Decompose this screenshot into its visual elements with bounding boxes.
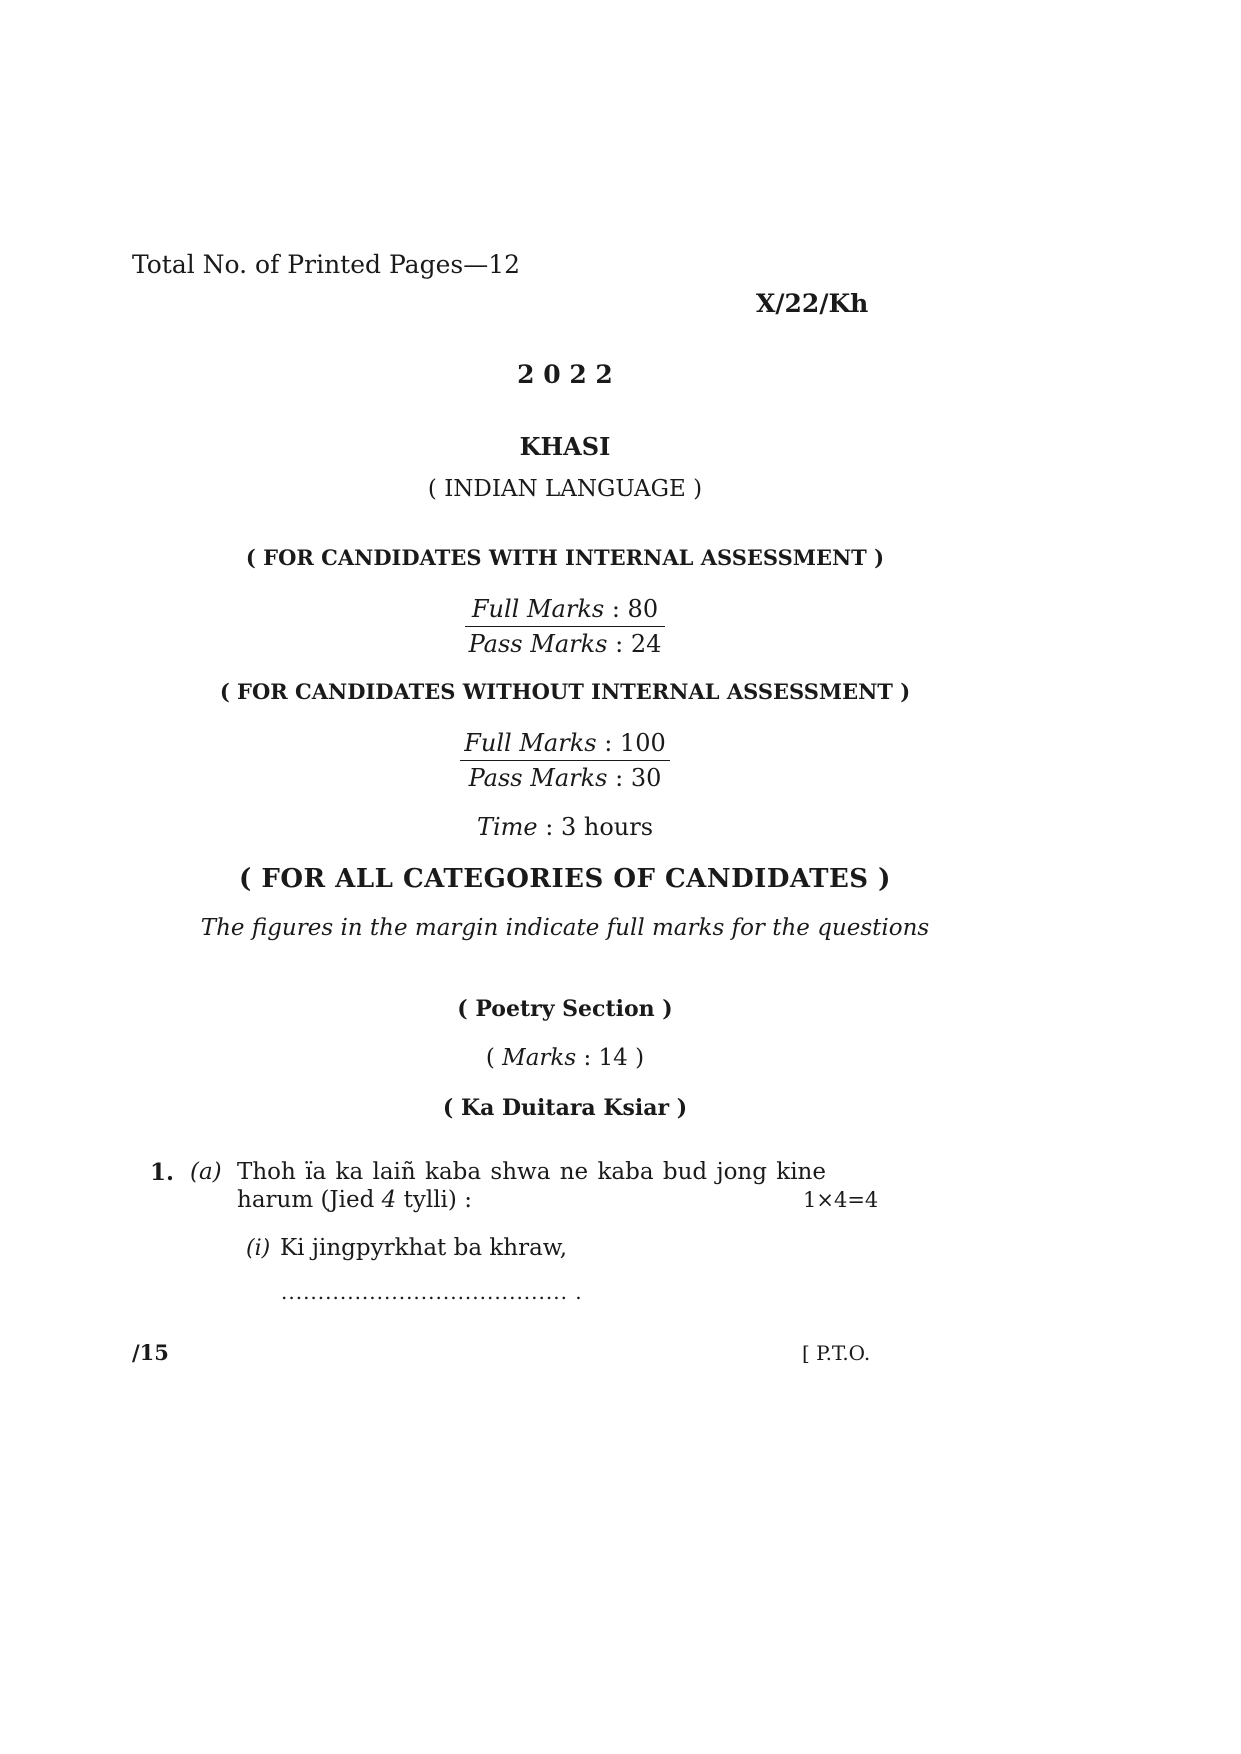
section-marks-label: Marks: [502, 1045, 577, 1071]
pass-marks-row: [460, 761, 669, 795]
exam-subject: KHASI: [519, 432, 611, 461]
pass-marks-label: Pass Marks: [468, 630, 608, 658]
question-marks: 1×4=4: [803, 1188, 879, 1212]
without-ia-marks: [0, 726, 1130, 795]
question-part: (a): [190, 1159, 222, 1185]
with-ia-marks: [0, 592, 1130, 661]
with-ia-heading: ( FOR CANDIDATES WITH INTERNAL ASSESSMENT ): [245, 545, 885, 570]
sub-question-text: Ki jingpyrkhat ba khraw,: [280, 1235, 568, 1261]
time-value: : 3 hours: [545, 813, 654, 841]
full-marks-label: Full Marks: [464, 729, 597, 757]
exam-year: 2 0 2 2: [517, 360, 613, 389]
exam-subtitle: ( INDIAN LANGUAGE ): [427, 476, 703, 502]
total-pages: Total No. of Printed Pages—12: [132, 250, 521, 279]
paper-code: X/22/Kh: [756, 289, 869, 318]
question-line-2-num: 4: [381, 1187, 397, 1213]
all-categories-heading: ( FOR ALL CATEGORIES OF CANDIDATES ): [239, 864, 891, 894]
full-marks-value: : 80: [611, 595, 659, 623]
section-marks-value: : 14 ): [583, 1045, 645, 1071]
section-marks-open: (: [485, 1045, 495, 1071]
without-ia-heading: ( FOR CANDIDATES WITHOUT INTERNAL ASSESSMENT ): [219, 679, 911, 704]
instruction-text: The figures in the margin indicate full marks for the questions: [200, 915, 930, 941]
question-line-2-b: tylli) :: [396, 1187, 472, 1213]
section-marks: [0, 1045, 1130, 1071]
time-row: [0, 813, 1130, 841]
full-marks-label: Full Marks: [471, 595, 605, 623]
pass-marks-label: Pass Marks: [468, 764, 608, 792]
section-subtitle: ( Ka Duitara Ksiar ): [442, 1095, 688, 1121]
answer-blank: ....................................... .: [281, 1280, 583, 1304]
question-line-2-a: harum (Jied: [237, 1187, 382, 1213]
question-line-1: Thoh ïa ka laiñ kaba shwa ne kaba bud jong kine: [237, 1159, 826, 1185]
section-title: ( Poetry Section ): [457, 996, 673, 1022]
full-marks-value: : 100: [604, 729, 666, 757]
footer-pto: [ P.T.O.: [802, 1341, 871, 1365]
sub-question-label: (i): [246, 1236, 271, 1261]
pass-marks-value: : 24: [615, 630, 662, 658]
full-marks-row: [465, 592, 666, 627]
full-marks-row: [460, 726, 669, 761]
time-label: Time: [476, 813, 538, 841]
question-line-2: [237, 1187, 472, 1213]
footer-page-code: /15: [132, 1340, 169, 1365]
pass-marks-row: [465, 627, 666, 661]
pass-marks-value: : 30: [615, 764, 662, 792]
question-number: 1.: [150, 1159, 175, 1186]
